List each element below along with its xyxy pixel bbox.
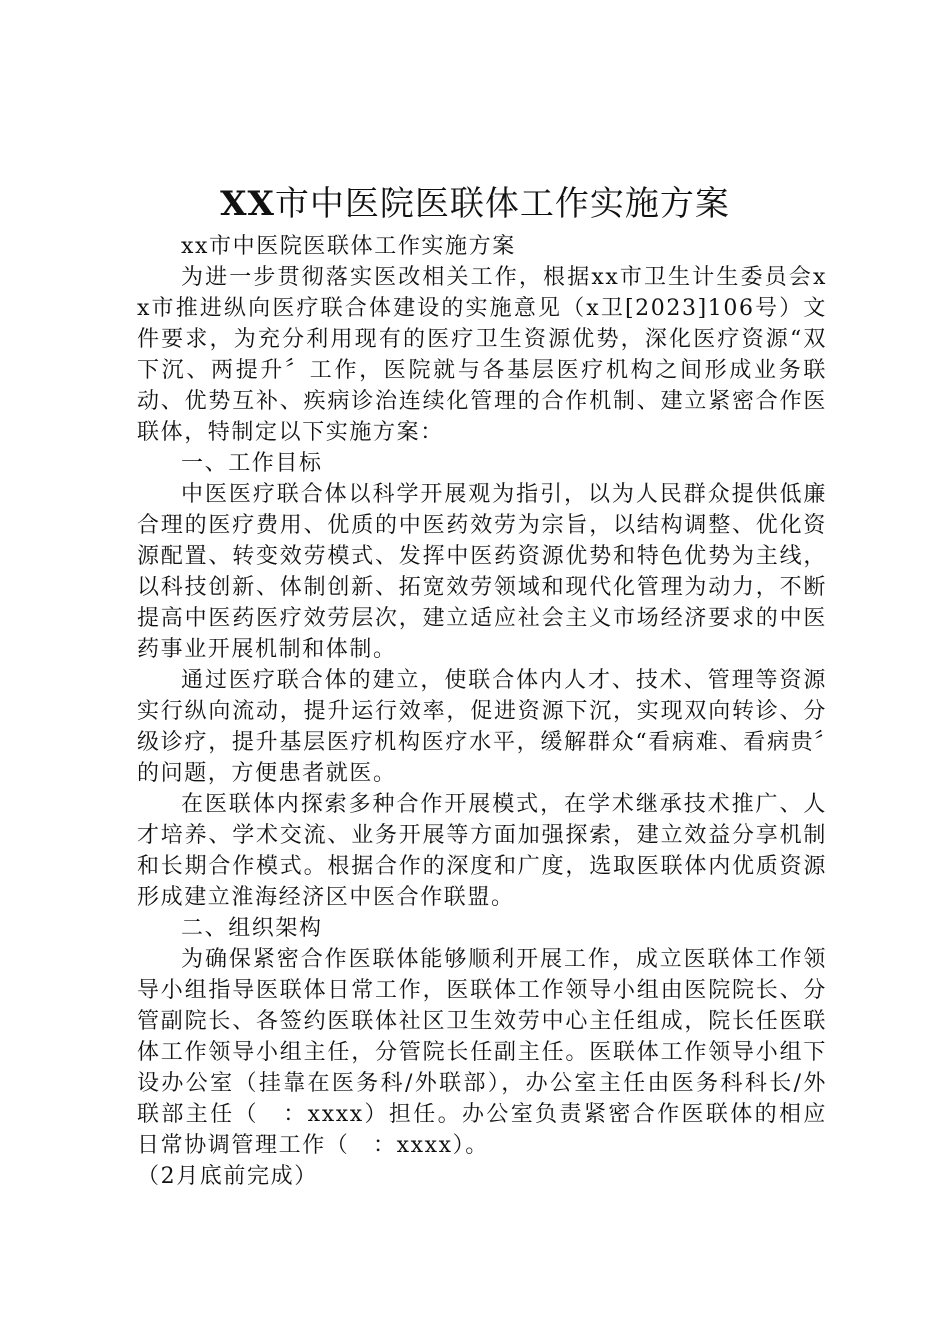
document-body: [137, 231, 827, 1192]
section-heading-organization: 二、组织架构: [181, 916, 323, 941]
goals-paragraph-2: 通过医疗联合体的建立，使联合体内人才、技术、管理等资源实行纵向流动，提升运行效率，促进资源下沉，实现双向转诊、分级诊疗，提升基层医疗机构医疗水平，缓解群众“看病难、看病贵〞的问题，方便患者就医。: [137, 668, 827, 786]
goals-paragraph-1: 中医医疗联合体以科学开展观为指引，以为人民群众提供低廉合理的医疗费用、优质的中医药效劳为宗旨，以结构调整、优化资源配置、转变效劳模式、发挥中医药资源优势和特色优势为主线，以科技创新、体制创新、拓宽效劳领域和现代化管理为动力，不断提高中医药医疗效劳层次，建立适应社会主义市场经济要求的中医药事业开展机制和体制。: [137, 482, 827, 662]
section-heading-goals: 一、工作目标: [181, 451, 323, 476]
intro-paragraph: 为进一步贯彻落实医改相关工作，根据xx市卫生计生委员会xx市推进纵向医疗联合体建设的实施意见（x卫[2023]106号）文件要求，为充分利用现有的医疗卫生资源优势，深化医疗资源“双下沉、两提升〞工作，医院就与各基层医疗机构之间形成业务联动、优势互补、疾病诊治连续化管理的合作机制、建立紧密合作医联体，特制定以下实施方案：: [137, 265, 827, 445]
subtitle-paragraph: xx市中医院医联体工作实施方案: [181, 234, 516, 259]
document-title: [0, 178, 950, 230]
document-title-text: 市中医院医联体工作实施方案: [274, 184, 730, 224]
deadline-note: （2月底前完成）: [137, 1164, 318, 1189]
goals-paragraph-3: 在医联体内探索多种合作开展模式，在学术继承技术推广、人才培养、学术交流、业务开展等方面加强探索，建立效益分享机制和长期合作模式。根据合作的深度和广度，选取医联体内优质资源形成建立淮海经济区中医合作联盟。: [137, 792, 827, 910]
document-title-prefix: XX: [220, 184, 275, 224]
organization-paragraph: 为确保紧密合作医联体能够顺利开展工作，成立医联体工作领导小组指导医联体日常工作，医联体工作领导小组由医院院长、分管副院长、各签约医联体社区卫生效劳中心主任组成，院长任医联体工作领导小组主任，分管院长任副主任。医联体工作领导小组下设办公室（挂靠在医务科/外联部），办公室主任由医务科科长/外联部主任（ ：xxxx）担任。办公室负责紧密合作医联体的相应日常协调管理工作（ ：xxxx）。: [137, 947, 827, 1158]
